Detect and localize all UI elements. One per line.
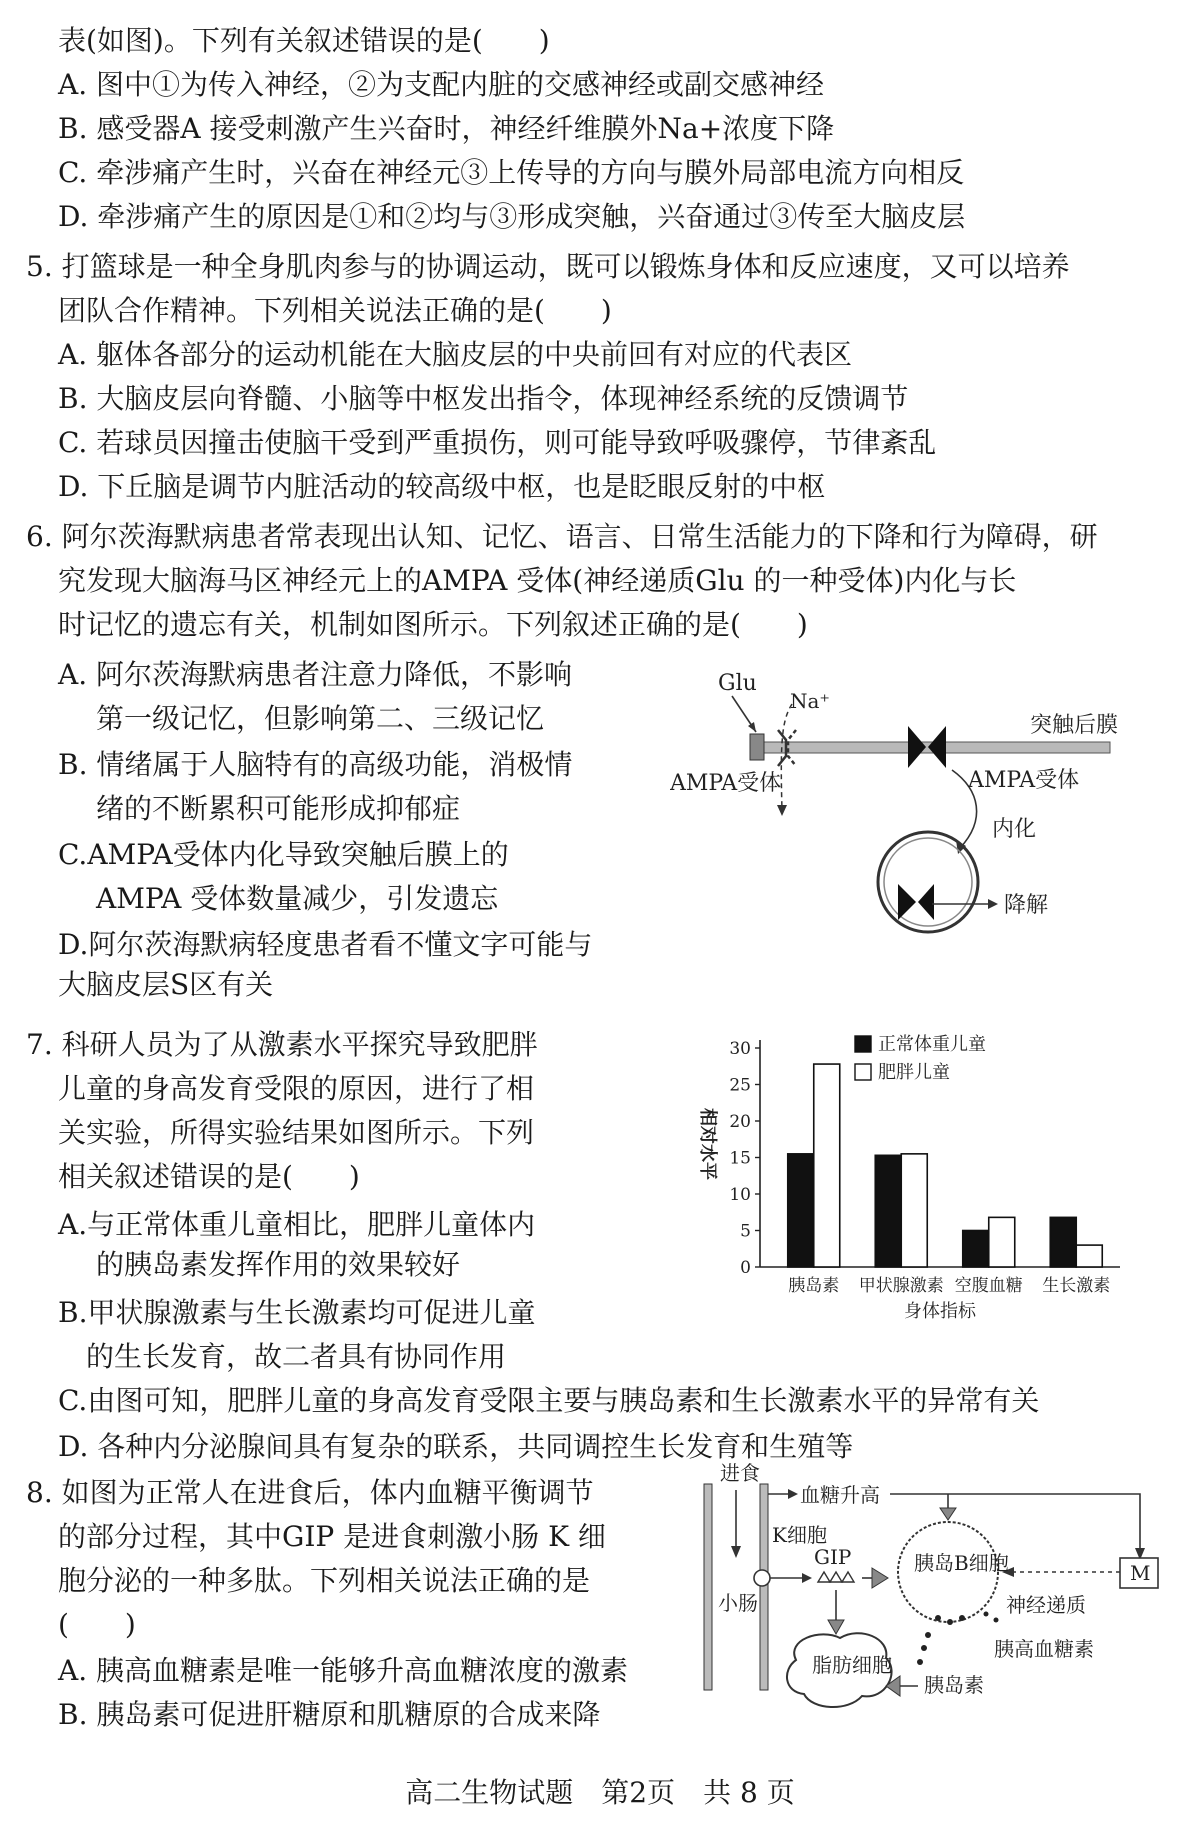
intestine-wall-right [760,1484,768,1690]
q6-stem-line3: 时记忆的遗忘有关，机制如图所示。下列叙述正确的是( ) [58,608,808,641]
k-cell [754,1570,770,1586]
gip-molecules [818,1572,854,1582]
q6-stem-line1: 6. 阿尔茨海默病患者常表现出认知、记忆、语言、日常生活能力的下降和行为障碍，研 [26,520,1098,553]
legend-label: 肥胖儿童 [878,1062,950,1083]
gip-to-fat-arrowhead [828,1620,844,1634]
internalize-label: 内化 [992,817,1037,842]
y-tick-label: 0 [740,1258,751,1278]
ampa-receptor-vesicle [898,884,934,920]
bar-obese-2 [989,1217,1015,1267]
degrade-arrowhead [988,899,998,909]
q8-stem-line2: 的部分过程，其中GIP 是进食刺激小肠 K 细 [58,1520,606,1553]
q5-option-b: B. 大脑皮层向脊髓、小脑等中枢发出指令，体现神经系统的反馈调节 [58,382,909,415]
na-label: Na⁺ [790,689,830,713]
bar-obese-3 [1076,1245,1102,1267]
q7-option-a-line2: 的胰岛素发挥作用的效果较好 [96,1248,461,1281]
x-tick-label: 胰岛素 [788,1276,840,1296]
q6-option-b-line2: 绪的不断累积可能形成抑郁症 [96,792,461,825]
glucose-rise-arrowhead [788,1489,798,1499]
y-tick-label: 20 [729,1112,751,1132]
fat-label: 脂肪细胞 [812,1653,892,1677]
q5-option-c: C. 若球员因撞击使脑干受到严重损伤，则可能导致呼吸骤停，节律紊乱 [58,426,937,459]
q6-option-a-line1: A. 阿尔茨海默病患者注意力降低，不影响 [58,658,573,691]
bar-obese-1 [901,1154,927,1267]
legend-swatch [855,1036,871,1052]
q5-stem-line1: 5. 打篮球是一种全身肌肉参与的协调运动，既可以锻炼身体和反应速度，又可以培养 [26,250,1070,283]
q6-option-d-line1: D.阿尔茨海默病轻度患者看不懂文字可能与 [58,928,593,961]
chart-bars [788,1064,1103,1267]
intestine-label: 小肠 [718,1591,758,1615]
kcell-to-gip-arrowhead [802,1573,812,1583]
glu-arrowhead [748,722,756,732]
q6-option-c-line1: C.AMPA受体内化导致突触后膜上的 [58,838,509,871]
legend-label: 正常体重儿童 [878,1034,986,1055]
q8-stem-line1: 8. 如图为正常人在进食后，体内血糖平衡调节 [26,1476,594,1509]
x-tick-label: 生长激素 [1042,1276,1111,1296]
q4-option-b: B. 感受器A 接受刺激产生兴奋时，神经纤维膜外Na+浓度下降 [58,112,835,145]
q5-option-d: D. 下丘脑是调节内脏活动的较高级中枢，也是眨眼反射的中枢 [58,470,826,503]
insulin-label: 胰岛素 [924,1673,984,1697]
x-tick-label: 空腹血糖 [954,1276,1023,1296]
bar-normal-0 [788,1154,814,1267]
q4-option-d: D. 牵涉痛产生的原因是①和②均与③形成突触，兴奋通过③传至大脑皮层 [58,200,966,233]
blood-glucose-figure [700,1460,1180,1730]
islet-b-label: 胰岛B细胞 [914,1551,1009,1575]
gip-to-islet-arrowhead [872,1568,888,1588]
postsynaptic-membrane-label: 突触后膜 [1030,713,1119,738]
ampa-internalization-figure [670,660,1130,950]
q7-option-a-line1: A.与正常体重儿童相比，肥胖儿童体内 [58,1208,536,1241]
q4-option-c: C. 牵涉痛产生时，兴奋在神经元③上传导的方向与膜外局部电流方向相反 [58,156,965,189]
intestine-wall-left [704,1484,712,1690]
q6-option-c-line2: AMPA 受体数量减少，引发遗忘 [96,882,499,915]
bar-normal-3 [1050,1217,1076,1267]
q6-option-b-line1: B. 情绪属于人脑特有的高级功能，消极情 [58,748,573,781]
q7-option-b-line2: 的生长发育，故二者具有协同作用 [86,1340,507,1373]
q4-option-a: A. 图中①为传入神经，②为支配内脏的交感神经或副交感神经 [58,68,825,101]
hormone-bar-chart [690,1020,1130,1325]
glucagon-label: 胰高血糖素 [994,1637,1094,1661]
y-tick-label: 25 [729,1075,751,1096]
page-footer: 高二生物试题 第2页 共 8 页 [405,1776,795,1809]
q7-option-c: C.由图可知，肥胖儿童的身高发育受限主要与胰岛素和生长激素水平的异常有关 [58,1384,1040,1417]
gip-label: GIP [814,1545,852,1569]
q5-option-a: A. 躯体各部分的运动机能在大脑皮层的中央前回有对应的代表区 [58,338,853,371]
bar-obese-0 [814,1064,840,1267]
q6-option-a-line2: 第一级记忆，但影响第二、三级记忆 [96,702,545,735]
q8-stem-line4: ( ) [58,1608,136,1641]
bar-normal-2 [963,1231,989,1268]
q8-stem-line3: 胞分泌的一种多肽。下列相关说法正确的是 [58,1564,591,1597]
chart-legend [855,1034,986,1083]
q6-stem-line2: 究发现大脑海马区神经元上的AMPA 受体(神经递质Glu 的一种受体)内化与长 [58,564,1017,597]
kcell-label: K细胞 [772,1523,827,1547]
degrade-label: 降解 [1004,893,1049,918]
glu-label: Glu [718,671,757,696]
q7-stem-line2: 儿童的身高发育受限的原因，进行了相 [58,1072,535,1105]
glucose-rise-label: 血糖升高 [800,1483,880,1507]
bar-normal-1 [875,1155,901,1267]
q7-option-b-line1: B.甲状腺激素与生长激素均可促进儿童 [58,1296,536,1329]
q8-option-a: A. 胰高血糖素是唯一能够升高血糖浓度的激素 [58,1654,629,1687]
ampa-left-label: AMPA受体 [670,771,782,796]
y-tick-label: 15 [729,1148,751,1169]
eat-arrowhead [731,1546,741,1558]
na-arrowhead [777,805,787,816]
ampa-right-label: AMPA受体 [968,768,1080,793]
q7-stem-line1: 7. 科研人员为了从激素水平探究导致肥胖 [26,1028,538,1061]
q6-option-d-line2: 大脑皮层S区有关 [58,968,274,1001]
m-label: M [1130,1561,1151,1585]
q8-option-b: B. 胰岛素可促进肝糖原和肌糖原的合成来降 [58,1698,601,1731]
q5-stem-line2: 团队合作精神。下列相关说法正确的是( ) [58,294,612,327]
x-axis-label: 身体指标 [904,1301,976,1322]
eat-label: 进食 [720,1461,760,1485]
y-tick-label: 30 [729,1039,751,1059]
y-tick-label: 5 [740,1221,751,1242]
y-tick-label: 10 [729,1185,751,1205]
q4-stem-tail: 表(如图)。下列有关叙述错误的是( ) [58,24,550,57]
x-tick-label: 甲状腺激素 [858,1276,944,1296]
endocytic-vesicle [878,832,978,932]
q7-option-d: D. 各种内分泌腺间具有复杂的联系，共同调控生长发育和生殖等 [58,1430,854,1463]
y-axis-label: 相对水平 [697,1108,718,1180]
neuro-label: 神经递质 [1006,1593,1086,1617]
q7-stem-line3: 关实验，所得实验结果如图所示。下列 [58,1116,535,1149]
legend-swatch [855,1064,871,1080]
glucose-to-islet-arrowhead [940,1508,956,1520]
q7-stem-line4: 相关叙述错误的是( ) [58,1160,360,1193]
